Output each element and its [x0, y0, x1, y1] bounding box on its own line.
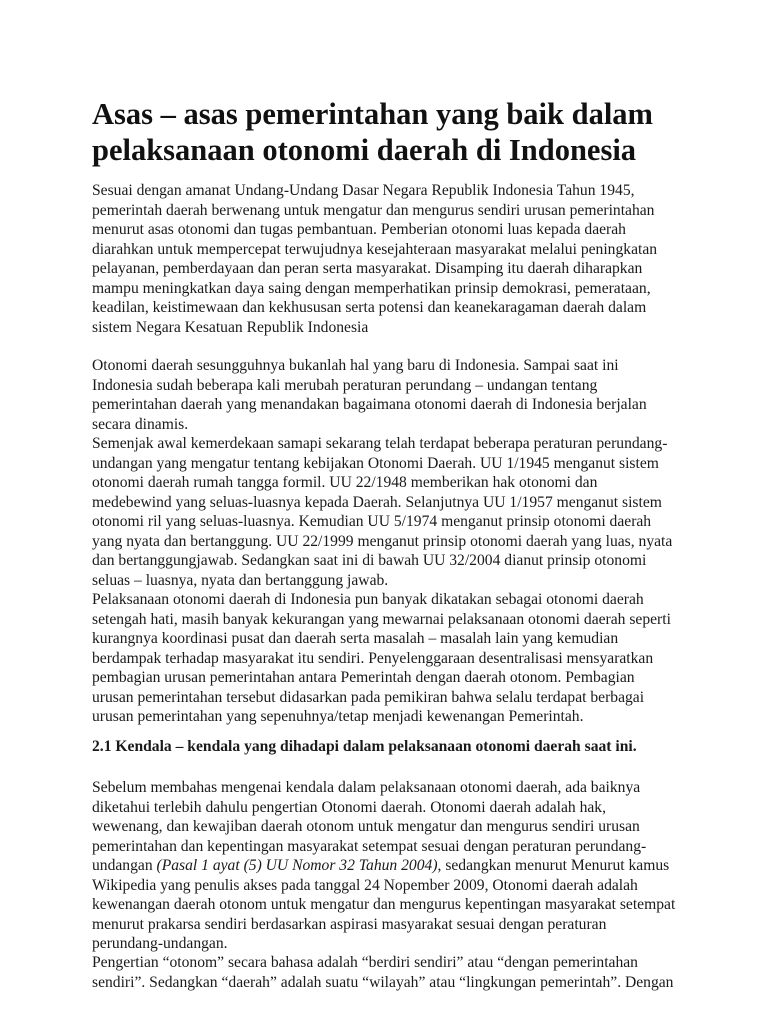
text-line: pembagian urusan pemerintahan antara Pemerintah dengan daerah otonom. Pembagian	[92, 669, 635, 686]
text-line: mampu meningkatkan daya saing dengan memperhatikan prinsip demokrasi, pemerataan,	[92, 279, 651, 297]
paragraph	[92, 181, 657, 337]
text-line: Otonomi daerah sesungguhnya bukanlah hal yang baru di Indonesia. Sampai saat ini	[92, 357, 619, 374]
text-segment: , sedangkan menurut Menurut kamus	[437, 857, 670, 874]
text-segment: undangan	[92, 857, 157, 874]
text-line: berdampak terhadap masyarakat itu sendiri. Penyelenggaraan desentralisasi mensyaratkan	[92, 649, 654, 667]
text-line: kurangnya koordinasi pusat dan daerah serta masalah – masalah lain yang kemudian	[92, 630, 619, 647]
text-line: otonomi daerah rumah tangga formil. UU 22/1948 memberikan hak otonomi dan	[92, 474, 598, 491]
text-line: setengah hati, masih banyak kekurangan yang mewarnai pelaksanaan otonomi daerah seperti	[92, 610, 671, 628]
text-line: Semenjak awal kemerdekaan samapi sekarang telah terdapat beberapa peraturan perundang-	[92, 435, 668, 452]
text-line: urusan pemerintahan tersebut didasarkan pada pemikiran bahwa selalu terdapat berbagai	[92, 688, 645, 706]
document-title-line-1: Asas – asas pemerintahan yang baik dalam	[92, 97, 653, 131]
text-line: dan bertanggungjawab. Sedangkan saat ini di bawah UU 32/2004 dianut prinsip otonomi	[92, 552, 647, 569]
text-line: sistem Negara Kesatuan Republik Indonesia	[92, 318, 369, 336]
text-line: menurut prakarsa sendiri berdasarkan aspirasi masyarakat sesuai dengan peraturan	[92, 915, 607, 933]
text-line: 2.1 Kendala – kendala yang dihadapi dalam pelaksanaan otonomi daerah saat ini.	[92, 738, 637, 755]
text-line: yang nyata dan bertanggung. UU 22/1999 menganut prinsip otonomi daerah yang luas, nyata	[92, 532, 673, 550]
text-line: medebewind yang seluas-luasnya kepada Daerah. Selanjutnya UU 1/1957 menganut sistem	[92, 493, 662, 511]
text-line: Indonesia sudah beberapa kali merubah peraturan perundang – undangan tentang	[92, 376, 598, 394]
text-line: pelayanan, pemberdayaan dan peran serta masyarakat. Disamping itu daerah diharapkan	[92, 260, 643, 277]
text-line: pemerintah daerah berwenang untuk mengatur dan mengurus sendiri urusan pemerintahan	[92, 201, 655, 219]
text-line: diarahkan untuk mempercepat terwujudnya kesejahteraan masyarakat melalui peningkatan	[92, 240, 658, 258]
paragraph	[92, 953, 673, 992]
text-line: Pengertian “otonom” secara bahasa adalah “berdiri sendiri” atau “dengan pemerintahan	[92, 954, 638, 971]
text-line: perundang-undangan.	[92, 935, 228, 952]
paragraph	[92, 356, 647, 434]
text-line: undangan yang mengatur tentang kebijakan Otonomi Daerah. UU 1/1945 menganut sistem	[92, 454, 659, 472]
section-heading	[92, 737, 637, 757]
text-line: Pelaksanaan otonomi daerah di Indonesia pun banyak dikatakan sebagai otonomi daerah	[92, 591, 644, 608]
legal-citation: (Pasal 1 ayat (5) UU Nomor 32 Tahun 2004)	[156, 857, 438, 874]
text-line: menurut asas otonomi dan tugas pembantuan. Pemberian otonomi luas kepada daerah	[92, 221, 626, 238]
document-title-line-2: pelaksanaan otonomi daerah di Indonesia	[92, 133, 637, 167]
paragraph	[92, 778, 675, 954]
text-line: otonomi ril yang seluas-luasnya. Kemudian UU 5/1974 menganut prinsip otonomi daerah	[92, 513, 652, 530]
text-line	[92, 856, 675, 876]
text-line: urusan pemerintahan yang sepenuhnya/tetap menjadi kewenangan Pemerintah.	[92, 708, 584, 725]
paragraph	[92, 434, 672, 590]
text-line: kewenangan daerah otonom untuk mengatur dan mengurus kepentingan masyarakat setempat	[92, 896, 676, 913]
paragraph	[92, 590, 671, 727]
text-line: seluas – luasnya, nyata dan bertanggung jawab.	[92, 571, 389, 589]
text-line: pemerintahan daerah yang menandakan bagaimana otonomi daerah di Indonesia berjalan	[92, 396, 647, 413]
text-line: diketahui terlebih dahulu pengertian Otonomi daerah. Otonomi daerah adalah hak,	[92, 798, 606, 816]
text-line: sendiri”. Sedangkan “daerah” adalah suatu “wilayah” atau “lingkungan pemerintah”. Dengan	[92, 973, 674, 991]
text-line: Sebelum membahas mengenai kendala dalam pelaksanaan otonomi daerah, ada baiknya	[92, 779, 641, 796]
text-line: pemerintahan dan kepentingan masyarakat setempat sesuai dengan peraturan perundang-	[92, 837, 647, 855]
text-line: wewenang, dan kewajiban daerah otonom untuk mengatur dan mengurus sendiri urusan	[92, 818, 640, 835]
text-line: Sesuai dengan amanat Undang-Undang Dasar Negara Republik Indonesia Tahun 1945,	[92, 182, 635, 199]
text-line: Wikipedia yang penulis akses pada tanggal 24 Nopember 2009, Otonomi daerah adalah	[92, 876, 638, 894]
text-line: keadilan, keistimewaan dan kekhususan serta potensi dan keanekaragaman daerah dalam	[92, 299, 647, 316]
text-line: secara dinamis.	[92, 415, 189, 433]
